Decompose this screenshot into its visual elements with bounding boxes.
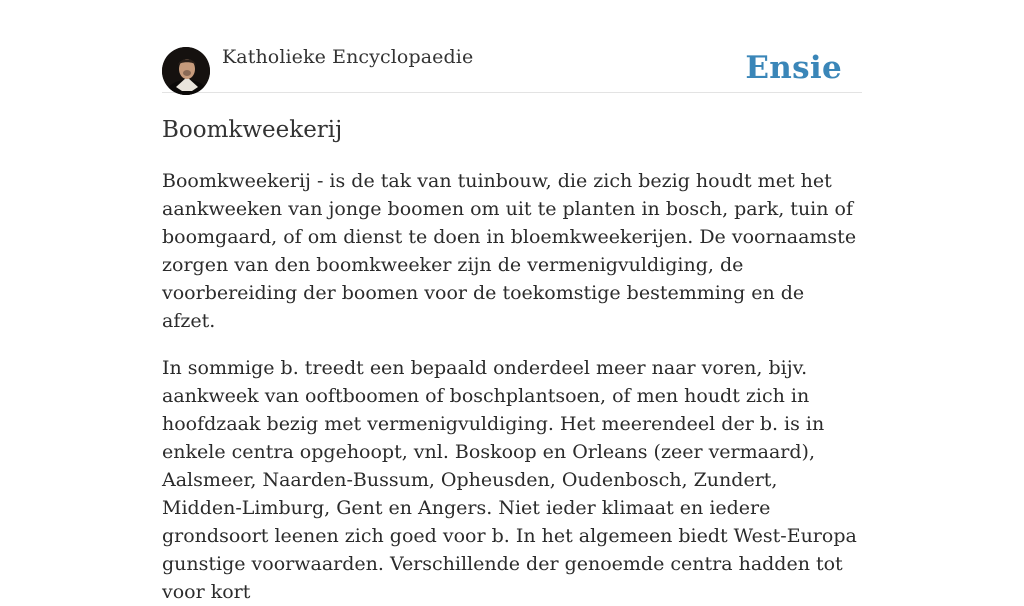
article-title: Boomkweekerij — [162, 117, 343, 143]
site-title[interactable]: Katholieke Encyclopaedie — [222, 46, 474, 68]
page-container — [162, 0, 862, 606]
site-header — [162, 0, 862, 93]
article-paragraph: Boomkweekerij - is de tak van tuinbouw, die zich bezig houdt met het aankweeken van jonge boomen om uit te planten in bosch, park, tuin of boomgaard, of om dienst te doen in bloemkweekerijen. De voornaamste zorgen van den boomkweeker zijn de vermenigvuldiging, de voorbereiding der boomen voor de toekomstige bestemming en de afzet. — [162, 170, 857, 332]
article-paragraph: In sommige b. treedt een bepaald onderdeel meer naar voren, bijv. aankweek van ooftboomen of boschplantsoen, of men houdt zich in hoofdzaak bezig met vermenigvuldiging. Het meerendeel der b. is in enkele centra opgehoopt, vnl. Boskoop en Orleans (zeer vermaard), Aalsmeer, Naarden-Bussum, Opheusden, Oudenbosch, Zundert, Midden-Limburg, Gent en Angers. Niet ieder klimaat en iedere grondsoort leenen zich goed voor b. In het algemeen biedt West-Europa gunstige voorwaarden. Verschillende der genoemde centra hadden tot voor kort — [162, 357, 857, 603]
portrait-avatar-graphic — [162, 47, 210, 95]
brand-logo[interactable]: Ensie — [745, 50, 842, 86]
portrait-avatar-icon[interactable] — [162, 47, 210, 95]
